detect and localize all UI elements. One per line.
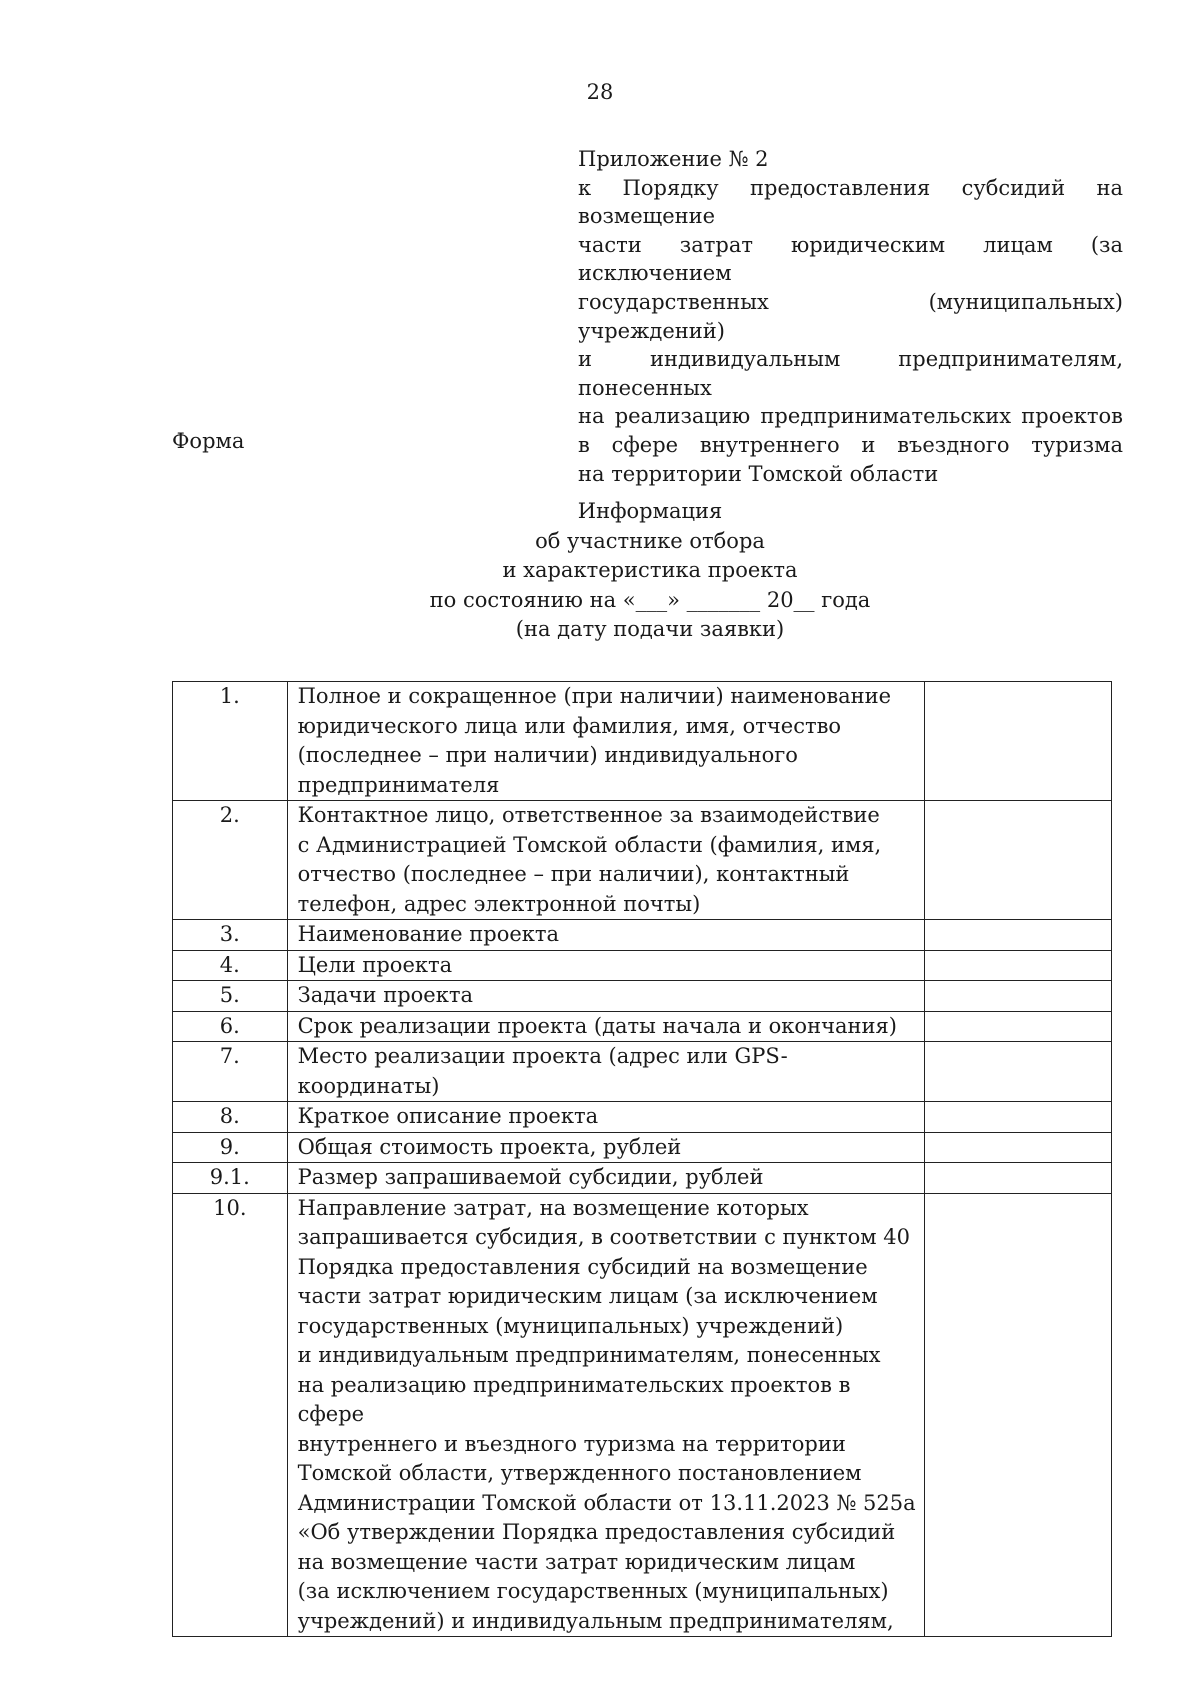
row-description: Полное и сокращенное (при наличии) наименование юридического лица или фамилия, имя, отчество (последнее – при наличии) индивидуального предпринимателя — [287, 682, 924, 801]
page-number: 28 — [586, 80, 614, 104]
appendix-line: государственных (муниципальных) учреждений) — [578, 289, 1123, 343]
row-number: 4. — [173, 950, 288, 981]
row-description: Место реализации проекта (адрес или GPS-координаты) — [287, 1042, 924, 1102]
document-heading — [0, 497, 1200, 645]
row-value-cell[interactable] — [924, 1132, 1111, 1163]
appendix-block — [578, 145, 1123, 488]
row-value-cell[interactable] — [924, 920, 1111, 951]
table-row — [173, 1132, 1112, 1163]
row-number: 2. — [173, 801, 288, 920]
heading-line: об участнике отбора — [535, 528, 765, 553]
table-row — [173, 1163, 1112, 1194]
table-row — [173, 1193, 1112, 1637]
appendix-title: Приложение № 2 — [578, 147, 769, 171]
row-description: Цели проекта — [287, 950, 924, 981]
row-description: Наименование проекта — [287, 920, 924, 951]
row-number: 6. — [173, 1011, 288, 1042]
row-number: 10. — [173, 1193, 288, 1637]
table-row — [173, 1011, 1112, 1042]
row-description: Общая стоимость проекта, рублей — [287, 1132, 924, 1163]
table-row — [173, 1042, 1112, 1102]
row-value-cell[interactable] — [924, 950, 1111, 981]
appendix-line: на реализацию предпринимательских проектов — [578, 404, 1123, 429]
table-row — [173, 950, 1112, 981]
row-value-cell[interactable] — [924, 1193, 1111, 1637]
appendix-line: в сфере внутреннего и въездного туризма — [578, 432, 1123, 457]
row-description: Срок реализации проекта (даты начала и окончания) — [287, 1011, 924, 1042]
row-number: 3. — [173, 920, 288, 951]
table-row — [173, 682, 1112, 801]
row-value-cell[interactable] — [924, 1102, 1111, 1133]
row-value-cell[interactable] — [924, 1042, 1111, 1102]
row-value-cell[interactable] — [924, 801, 1111, 920]
appendix-line: части затрат юридическим лицам (за исключением — [578, 232, 1123, 286]
heading-line: и характеристика проекта — [502, 558, 798, 582]
row-number: 8. — [173, 1102, 288, 1133]
appendix-line: к Порядку предоставления субсидий на возмещение — [578, 175, 1123, 229]
heading-line: Информация — [577, 499, 723, 523]
form-label: Форма — [172, 429, 245, 453]
row-number: 7. — [173, 1042, 288, 1102]
row-description: Размер запрашиваемой субсидии, рублей — [287, 1163, 924, 1194]
row-value-cell[interactable] — [924, 1163, 1111, 1194]
table-row — [173, 920, 1112, 951]
heading-line: (на дату подачи заявки) — [515, 617, 785, 641]
row-number: 1. — [173, 682, 288, 801]
row-number: 9. — [173, 1132, 288, 1163]
row-description: Направление затрат, на возмещение которых запрашивается субсидия, в соответствии с пунктом 40 Порядка предоставления субсидий на возмещение части затрат юридическим лицам (за исключением государственных (муниципальных) учреждений) и индивидуальным предпринимателям, понесенных на реализацию предпринимательских проектов в сфере внутреннего и въездного туризма на территории Томской области, утвержденного постановлением Администрации Томской области от 13.11.2023 № 525а «Об утверждении Порядка предоставления субсидий на возмещение части затрат юридическим лицам (за исключением государственных (муниципальных) учреждений) и индивидуальным предпринимателям, — [287, 1193, 924, 1637]
row-description: Контактное лицо, ответственное за взаимодействие с Администрацией Томской области (фамилия, имя, отчество (последнее – при наличии), контактный телефон, адрес электронной почты) — [287, 801, 924, 920]
appendix-line: на территории Томской области — [578, 461, 939, 486]
row-description: Краткое описание проекта — [287, 1102, 924, 1133]
table-row — [173, 801, 1112, 920]
heading-line: по состоянию на «___» _______ 20__ года — [429, 587, 871, 612]
table-row — [173, 981, 1112, 1012]
row-value-cell[interactable] — [924, 981, 1111, 1012]
table-row — [173, 1102, 1112, 1133]
row-number: 5. — [173, 981, 288, 1012]
info-table — [172, 681, 1112, 1637]
row-value-cell[interactable] — [924, 1011, 1111, 1042]
row-value-cell[interactable] — [924, 682, 1111, 801]
row-description: Задачи проекта — [287, 981, 924, 1012]
appendix-line: и индивидуальным предпринимателям, понесенных — [578, 347, 1123, 400]
row-number: 9.1. — [173, 1163, 288, 1194]
